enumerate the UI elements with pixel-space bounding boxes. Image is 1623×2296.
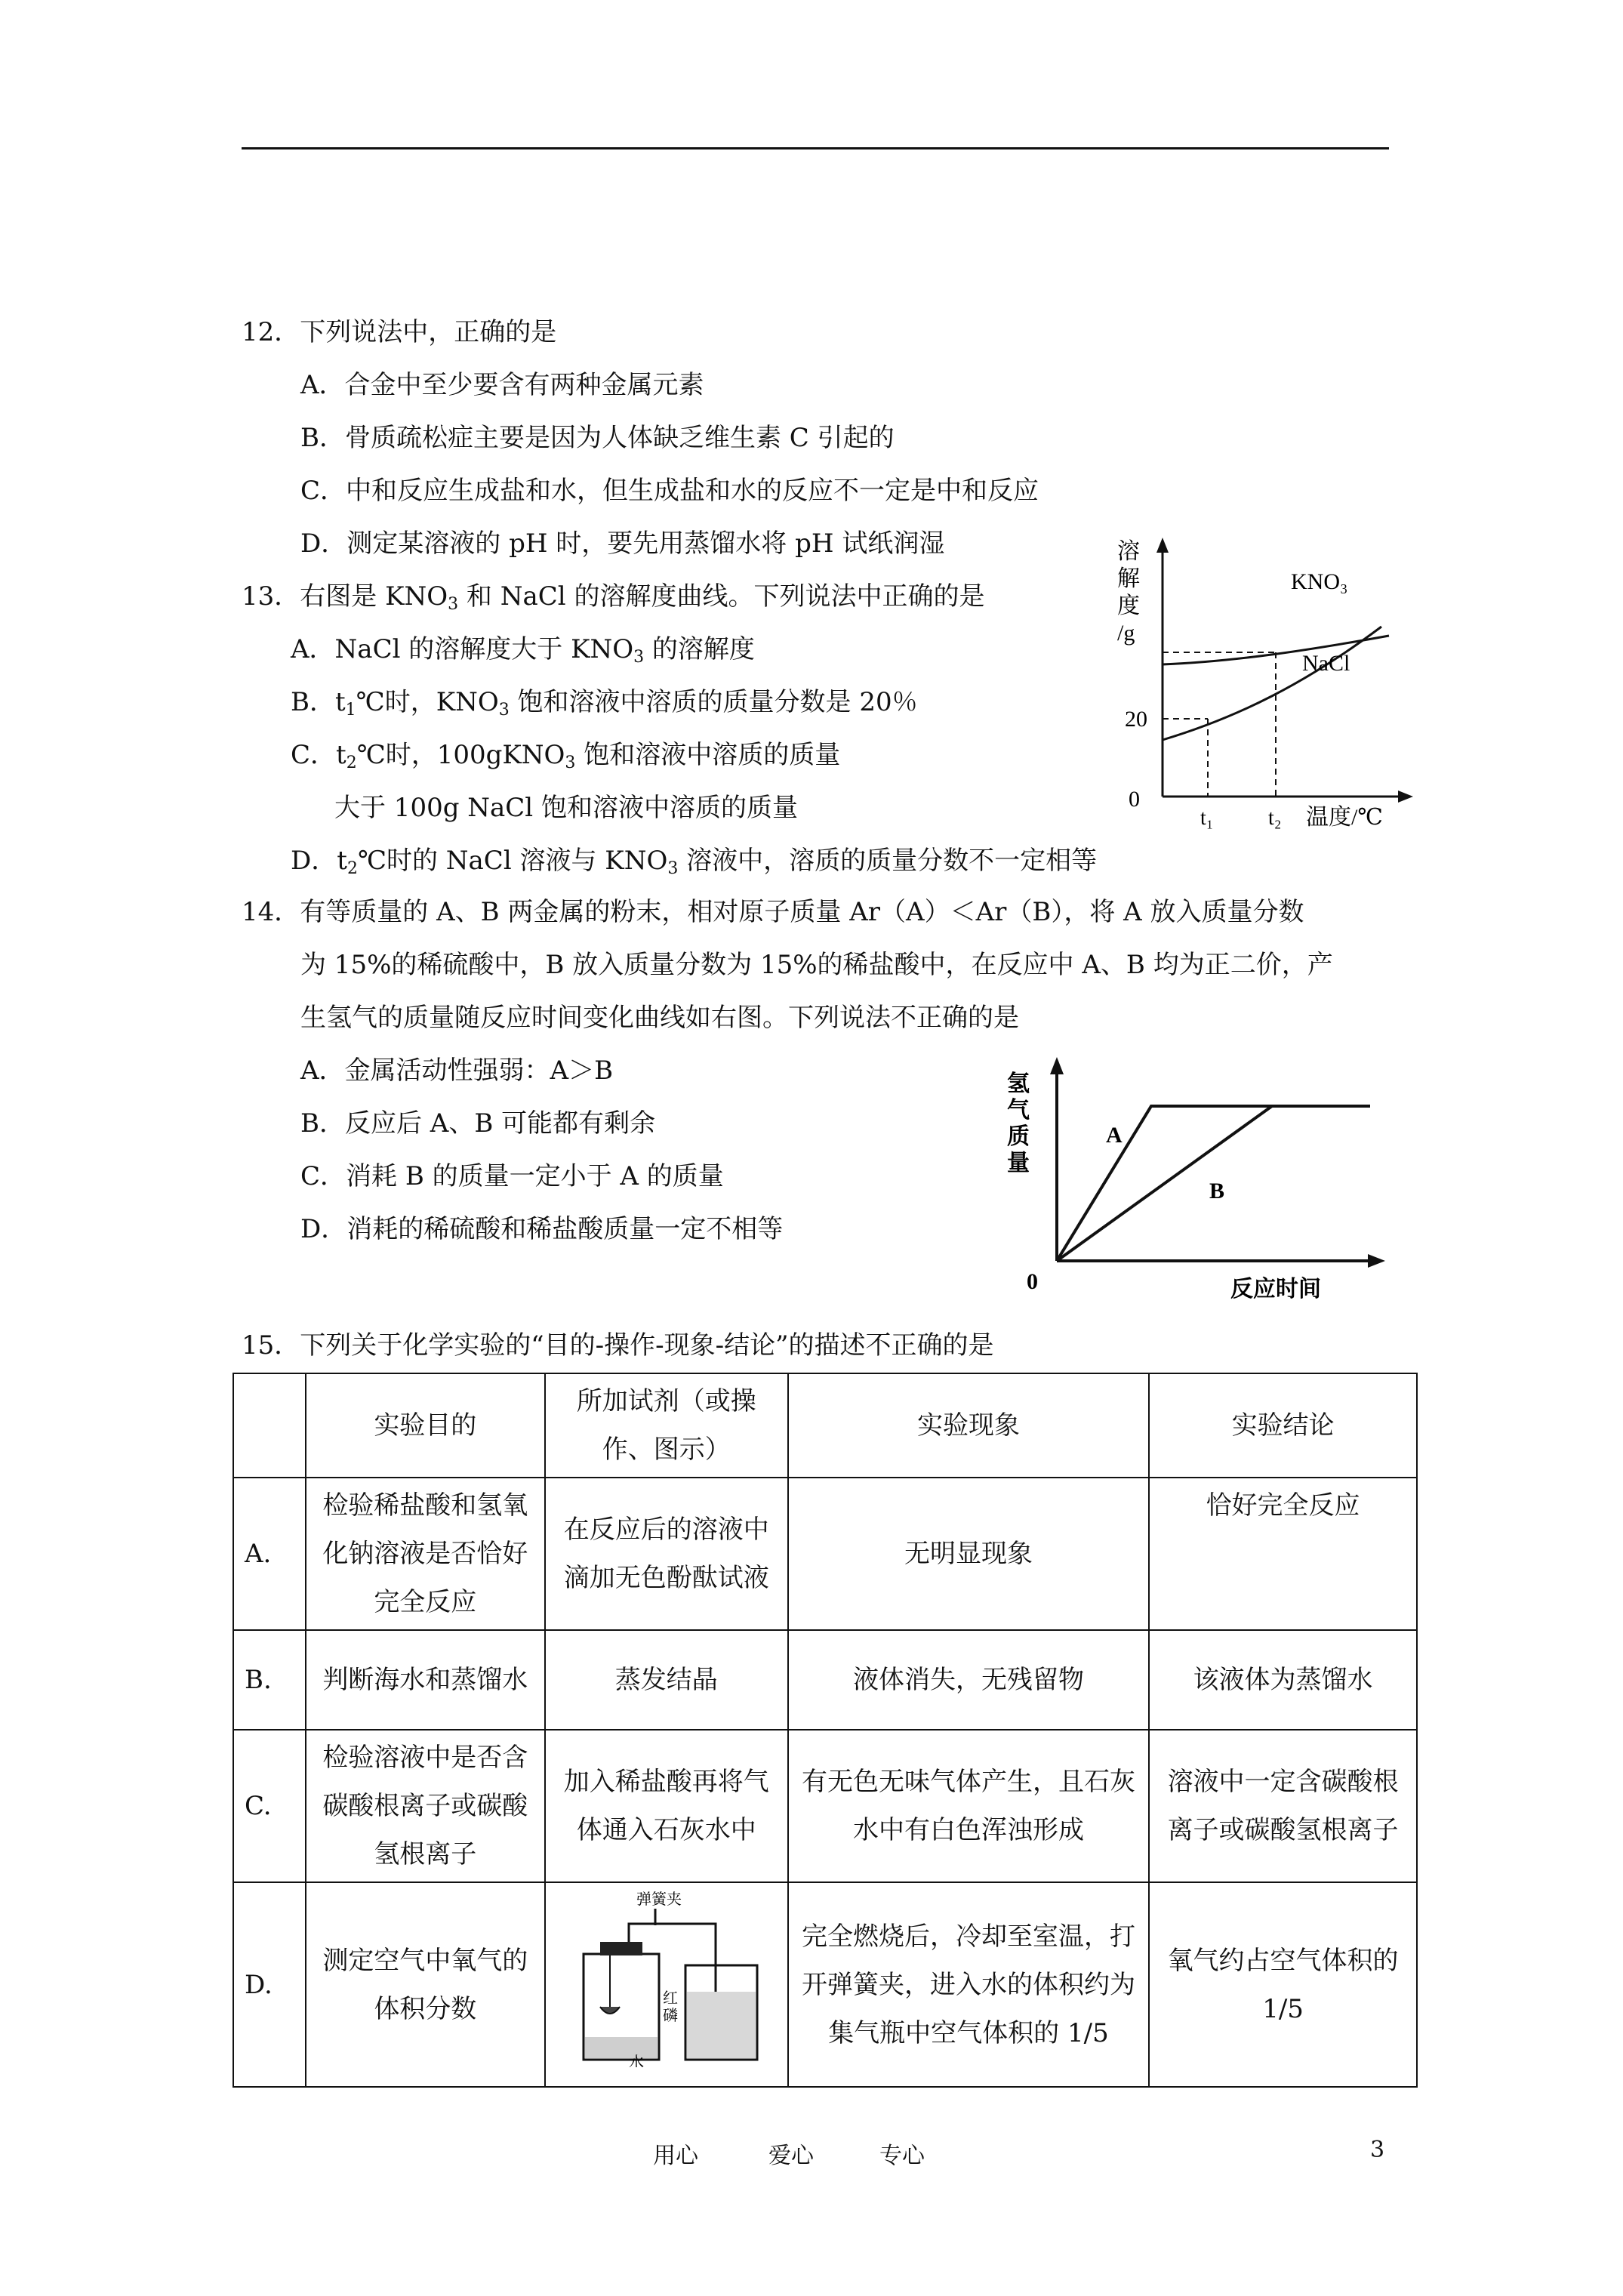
phosphorus-label-2: 磷	[662, 2008, 678, 2024]
row-d-apparatus-cell	[545, 1882, 788, 2087]
combustion-spoon	[600, 2007, 620, 2014]
y-axis-arrow	[1050, 1057, 1064, 1074]
q13-option-b: B．$t_1℃$时，$KNO_3$ 饱和溶液中溶质的质量分数是 20％	[291, 687, 918, 720]
label-b: B	[1209, 1179, 1225, 1203]
water-label: 水	[628, 2054, 644, 2067]
rubber-stopper	[600, 1942, 642, 1955]
clip-label: 弹簧夹	[636, 1891, 682, 1908]
q14-stem-line-3: 生氢气的质量随反应时间变化曲线如右图。下列说法不正确的是	[300, 1003, 1019, 1033]
q13-option-a: A．NaCl 的溶解度大于 $KNO_3$ 的溶解度	[291, 634, 755, 667]
y-label-char-2: 气	[1007, 1098, 1030, 1123]
q14-stem-line-2: 为 15%的稀硫酸中，B 放入质量分数为 15%的稀盐酸中，在反应中 A、B 均为正二价，产	[300, 950, 1333, 980]
row-d-label: D.	[233, 1882, 306, 2087]
table-row-a	[233, 1478, 1417, 1630]
row-b-label: B.	[233, 1630, 306, 1730]
row-a-label: A.	[233, 1478, 306, 1630]
y-tick-20: 20	[1125, 707, 1147, 732]
row-a-conclusion: 恰好完全反应	[1149, 1478, 1417, 1630]
row-c-purpose: 检验溶液中是否含碳酸根离子或碳酸氢根离子	[306, 1730, 545, 1882]
q14-option-d: D．消耗的稀硫酸和稀盐酸质量一定不相等	[300, 1214, 784, 1244]
table-row-d	[233, 1882, 1417, 2087]
x-axis-arrow	[1398, 791, 1413, 803]
nacl-label: NaCl	[1302, 651, 1350, 676]
row-d-conclusion: 氧气约占空气体积的 1/5	[1149, 1882, 1417, 2087]
header-rule	[242, 147, 1389, 149]
bottle-water	[585, 2037, 658, 2058]
kno3-label: KNO₃	[1291, 569, 1348, 594]
phosphorus-label-1: 红	[662, 1990, 678, 2007]
origin-label: 0	[1129, 787, 1140, 812]
row-b-reagent: 蒸发结晶	[545, 1630, 788, 1730]
solubility-curve-figure	[1087, 529, 1419, 838]
q14-option-c: C．消耗 B 的质量一定小于 A 的质量	[300, 1161, 724, 1191]
hydrogen-mass-figure	[1004, 1046, 1397, 1310]
y-label-char-1: 氢	[1007, 1071, 1030, 1096]
row-a-purpose: 检验稀盐酸和氢氧化钠溶液是否恰好完全反应	[306, 1478, 545, 1630]
line-b	[1057, 1106, 1272, 1261]
table-header-row	[233, 1373, 1417, 1478]
row-a-reagent: 在反应后的溶液中滴加无色酚酞试液	[545, 1478, 788, 1630]
q13-option-d: D．$t_2℃$时的 NaCl 溶液与 $KNO_3$ 溶液中，溶质的质量分数不一定相等	[291, 846, 1098, 878]
table-row-c	[233, 1730, 1417, 1882]
y-label-char-3: 度	[1117, 593, 1140, 618]
y-label-char-1: 溶	[1117, 539, 1140, 564]
y-axis-arrow	[1156, 538, 1169, 553]
q12-option-d: D．测定某溶液的 pH 时，要先用蒸馏水将 pH 试纸润湿	[300, 529, 945, 559]
x-axis-arrow	[1368, 1254, 1385, 1268]
nacl-curve	[1163, 636, 1389, 664]
header-cell-purpose: 实验目的	[306, 1373, 545, 1478]
y-label-char-4: 量	[1007, 1151, 1030, 1176]
footer-motto-1: 用心	[653, 2143, 698, 2169]
page-number: 3	[1370, 2137, 1385, 2163]
header-cell-phenomenon: 实验现象	[788, 1373, 1149, 1478]
x-tick-t2: t₂	[1268, 806, 1282, 830]
experiment-table	[233, 1373, 1418, 2088]
beaker-water	[687, 1992, 756, 2058]
oxygen-apparatus-diagram	[553, 1886, 780, 2067]
row-b-purpose: 判断海水和蒸馏水	[306, 1630, 545, 1730]
x-axis-label: 反应时间	[1230, 1277, 1321, 1302]
y-label-char-4: /g	[1117, 621, 1135, 646]
footer-motto-2: 爱心	[768, 2143, 814, 2169]
row-d-phenomenon: 完全燃烧后，冷却至室温，打开弹簧夹，进入水的体积约为集气瓶中空气体积的 1/5	[788, 1882, 1149, 2087]
row-b-phenomenon: 液体消失，无残留物	[788, 1630, 1149, 1730]
y-label-char-3: 质	[1007, 1124, 1030, 1149]
header-cell-conclusion: 实验结论	[1149, 1373, 1417, 1478]
q12-option-c: C．中和反应生成盐和水，但生成盐和水的反应不一定是中和反应	[300, 476, 1039, 506]
q14-option-a: A．金属活动性强弱：A＞B	[300, 1056, 614, 1086]
q13-stem: 13．右图是 $KNO_3$ 和 NaCl 的溶解度曲线。下列说法中正确的是	[242, 581, 985, 614]
q14-option-b: B．反应后 A、B 可能都有剩余	[300, 1108, 656, 1139]
q12-option-b: B．骨质疏松症主要是因为人体缺乏维生素 C 引起的	[300, 423, 895, 453]
q13-option-c: C．$t_2℃$时，100gKNO$_3$ 饱和溶液中溶质的质量	[291, 740, 841, 772]
row-a-phenomenon: 无明显现象	[788, 1478, 1149, 1630]
q15-stem: 15．下列关于化学实验的“目的-操作-现象-结论”的描述不正确的是	[242, 1330, 994, 1361]
row-c-phenomenon: 有无色无味气体产生，且石灰水中有白色浑浊形成	[788, 1730, 1149, 1882]
q12-option-a: A．合金中至少要含有两种金属元素	[300, 370, 704, 400]
q12-stem: 12．下列说法中，正确的是	[242, 317, 557, 347]
q13-option-c-continued: 大于 100g NaCl 饱和溶液中溶质的质量	[334, 793, 798, 823]
header-cell-reagent: 所加试剂（或操作、图示）	[545, 1373, 788, 1478]
table-row-b	[233, 1630, 1417, 1730]
y-label-char-2: 解	[1117, 566, 1140, 591]
q14-stem-line-1: 14．有等质量的 A、B 两金属的粉末，相对原子质量 Ar（A）＜Ar（B），将 A 放入质量分数	[242, 897, 1304, 927]
label-a: A	[1106, 1123, 1123, 1148]
x-axis-label: 温度/℃	[1306, 805, 1383, 830]
row-d-purpose: 测定空气中氧气的体积分数	[306, 1882, 545, 2087]
origin-label: 0	[1027, 1269, 1038, 1294]
row-c-label: C.	[233, 1730, 306, 1882]
header-cell-blank	[233, 1373, 306, 1478]
row-c-reagent: 加入稀盐酸再将气体通入石灰水中	[545, 1730, 788, 1882]
footer-motto-3: 专心	[879, 2143, 925, 2169]
x-tick-t1: t₁	[1200, 806, 1214, 830]
row-b-conclusion: 该液体为蒸馏水	[1149, 1630, 1417, 1730]
row-c-conclusion: 溶液中一定含碳酸根离子或碳酸氢根离子	[1149, 1730, 1417, 1882]
